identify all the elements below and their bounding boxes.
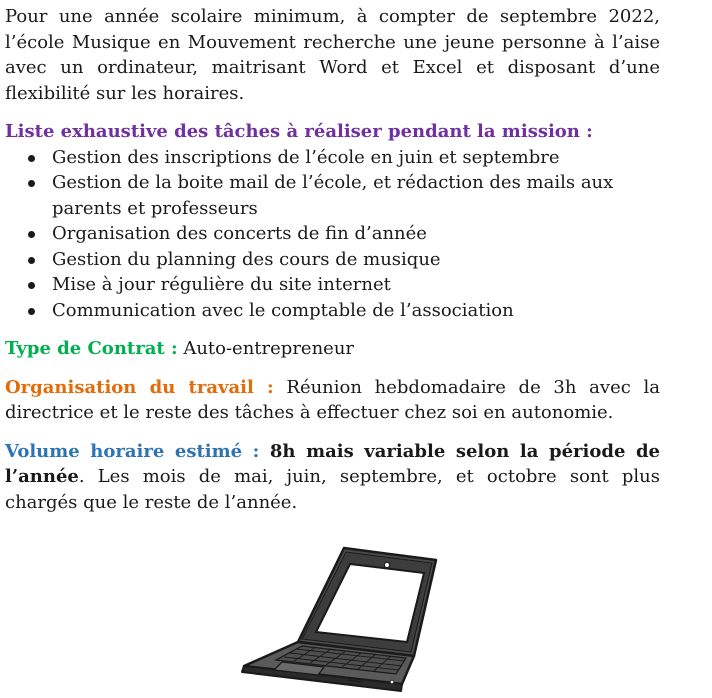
organisation-label: Organisation du travail	[5, 376, 254, 398]
laptop-illustration	[236, 544, 446, 694]
task-item: Gestion du planning des cours de musique	[52, 247, 660, 273]
organisation-paragraph	[5, 375, 660, 426]
tasks-list	[5, 145, 660, 324]
organisation-value: Réunion hebdomadaire de 3h avec la directrice et le reste des tâches à effectuer chez soi en autonomie.	[5, 376, 660, 423]
contract-label: Type de Contrat :	[5, 338, 178, 359]
volume-value-bold: 8h mais variable selon la période de l’année	[5, 440, 660, 487]
volume-label: Volume horaire estimé :	[5, 440, 260, 462]
task-item: Mise à jour régulière du site internet	[52, 272, 660, 298]
intro-paragraph: Pour une année scolaire minimum, à compter de septembre 2022, l’école Musique en Mouvement recherche une jeune personne à l’aise avec un ordinateur, maitrisant Word et Excel et disposant d’une flexibilité sur les horaires.	[5, 6, 660, 104]
organisation-colon: :	[253, 376, 274, 398]
job-posting-document	[5, 4, 660, 515]
contract-paragraph	[5, 336, 660, 362]
task-item: Gestion de la boite mail de l’école, et rédaction des mails aux parents et professeurs	[52, 170, 660, 221]
task-item: Gestion des inscriptions de l’école en juin et septembre	[52, 145, 660, 171]
task-item: Organisation des concerts de fin d’année	[52, 221, 660, 247]
volume-value-rest: . Les mois de mai, juin, septembre, et octobre sont plus chargés que le reste de l’année.	[5, 466, 660, 513]
volume-paragraph	[5, 439, 660, 516]
tasks-heading-label: Liste exhaustive des tâches à réaliser pendant la mission :	[5, 121, 593, 142]
contract-value: Auto-entrepreneur	[177, 338, 355, 359]
task-item: Communication avec le comptable de l’association	[52, 298, 660, 324]
laptop-icon	[236, 544, 446, 694]
tasks-heading	[5, 119, 660, 145]
